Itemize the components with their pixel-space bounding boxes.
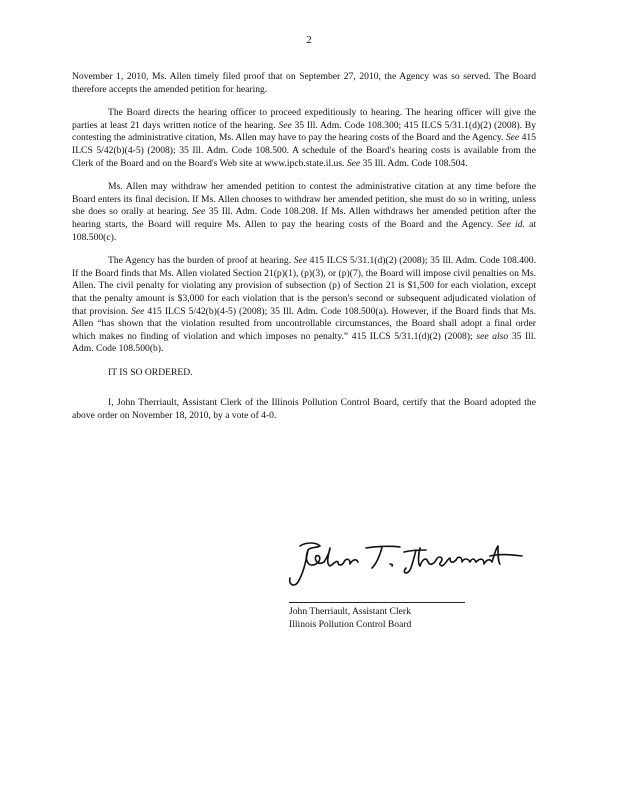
paragraph-burden-of-proof: The Agency has the burden of proof at hearing. See 415 ILCS 5/31.1(d)(2) (2008); 35 Ill. Adm. Code 108.400. If the Board finds that Ms. Allen violated Section 21(p)(1), (p)(3), or (p)(7), the Board will impose civil penalties on Ms. Allen. The civil penalty for violating any provision of subsection (p) of Section 21 is $1,500 for each violation, except that the penalty amount is $3,000 for each violation that is the person's second or subsequent adjudicated violation of that provision. See 415 ILCS 5/42(b)(4-5) (2008); 35 Ill. Adm. Code 108.500(a). However, if the Board finds that Ms. Allen “has shown that the violation resulted from uncontrollable circumstances, the Board shall adopt a final order which makes no finding of violation and which imposes no penalty.” 415 ILCS 5/31.1(d)(2) (2008); see also 35 Ill. Adm. Code 108.500(b). [72,255,536,355]
signer-name-title: John Therriault, Assistant Clerk [289,606,411,617]
so-ordered: IT IS SO ORDERED. [108,366,193,378]
paragraph-proof-of-service: November 1, 2010, Ms. Allen timely filed proof that on September 27, 2010, the Agency was so served. The Board therefore accepts the amended petition for hearing. [72,71,536,95]
paragraph-withdrawal: Ms. Allen may withdraw her amended petition to contest the administrative citation at any time before the Board enters its final decision. If Ms. Allen chooses to withdraw her amended petition, she must do so in writing, unless she does so orally at hearing. See 35 Ill. Adm. Code 108.208. If Ms. Allen withdraws her amended petition after the hearing starts, the Board will require Ms. Allen to pay the hearing costs of the Board and the Agency. See id. at 108.500(c). [72,181,537,243]
order-body [72,71,536,434]
paragraph-hearing: The Board directs the hearing officer to proceed expeditiously to hearing. The hearing officer will give the parties at least 21 days written notice of the hearing. See 35 Ill. Adm. Code 108.300; 415 ILCS 5/31.1(d)(2) (2008). By contesting the administrative citation, Ms. Allen may have to pay the hearing costs of the Board and the Agency. See 415 ILCS 5/42(b)(4-5) (2008); 35 Ill. Adm. Code 108.500. A schedule of the Board's hearing costs is available from the Clerk of the Board and on the Board's Web site at www.ipcb.state.il.us. See 35 Ill. Adm. Code 108.504. [72,107,536,169]
handwritten-signature [286,538,526,590]
signature-line [289,602,465,603]
signer-organization: Illinois Pollution Control Board [289,619,412,630]
page-number: 2 [306,34,312,46]
paragraph-certification: I, John Therriault, Assistant Clerk of the Illinois Pollution Control Board, certify that the Board adopted the above order on November 18, 2010, by a vote of 4-0. [72,397,536,422]
